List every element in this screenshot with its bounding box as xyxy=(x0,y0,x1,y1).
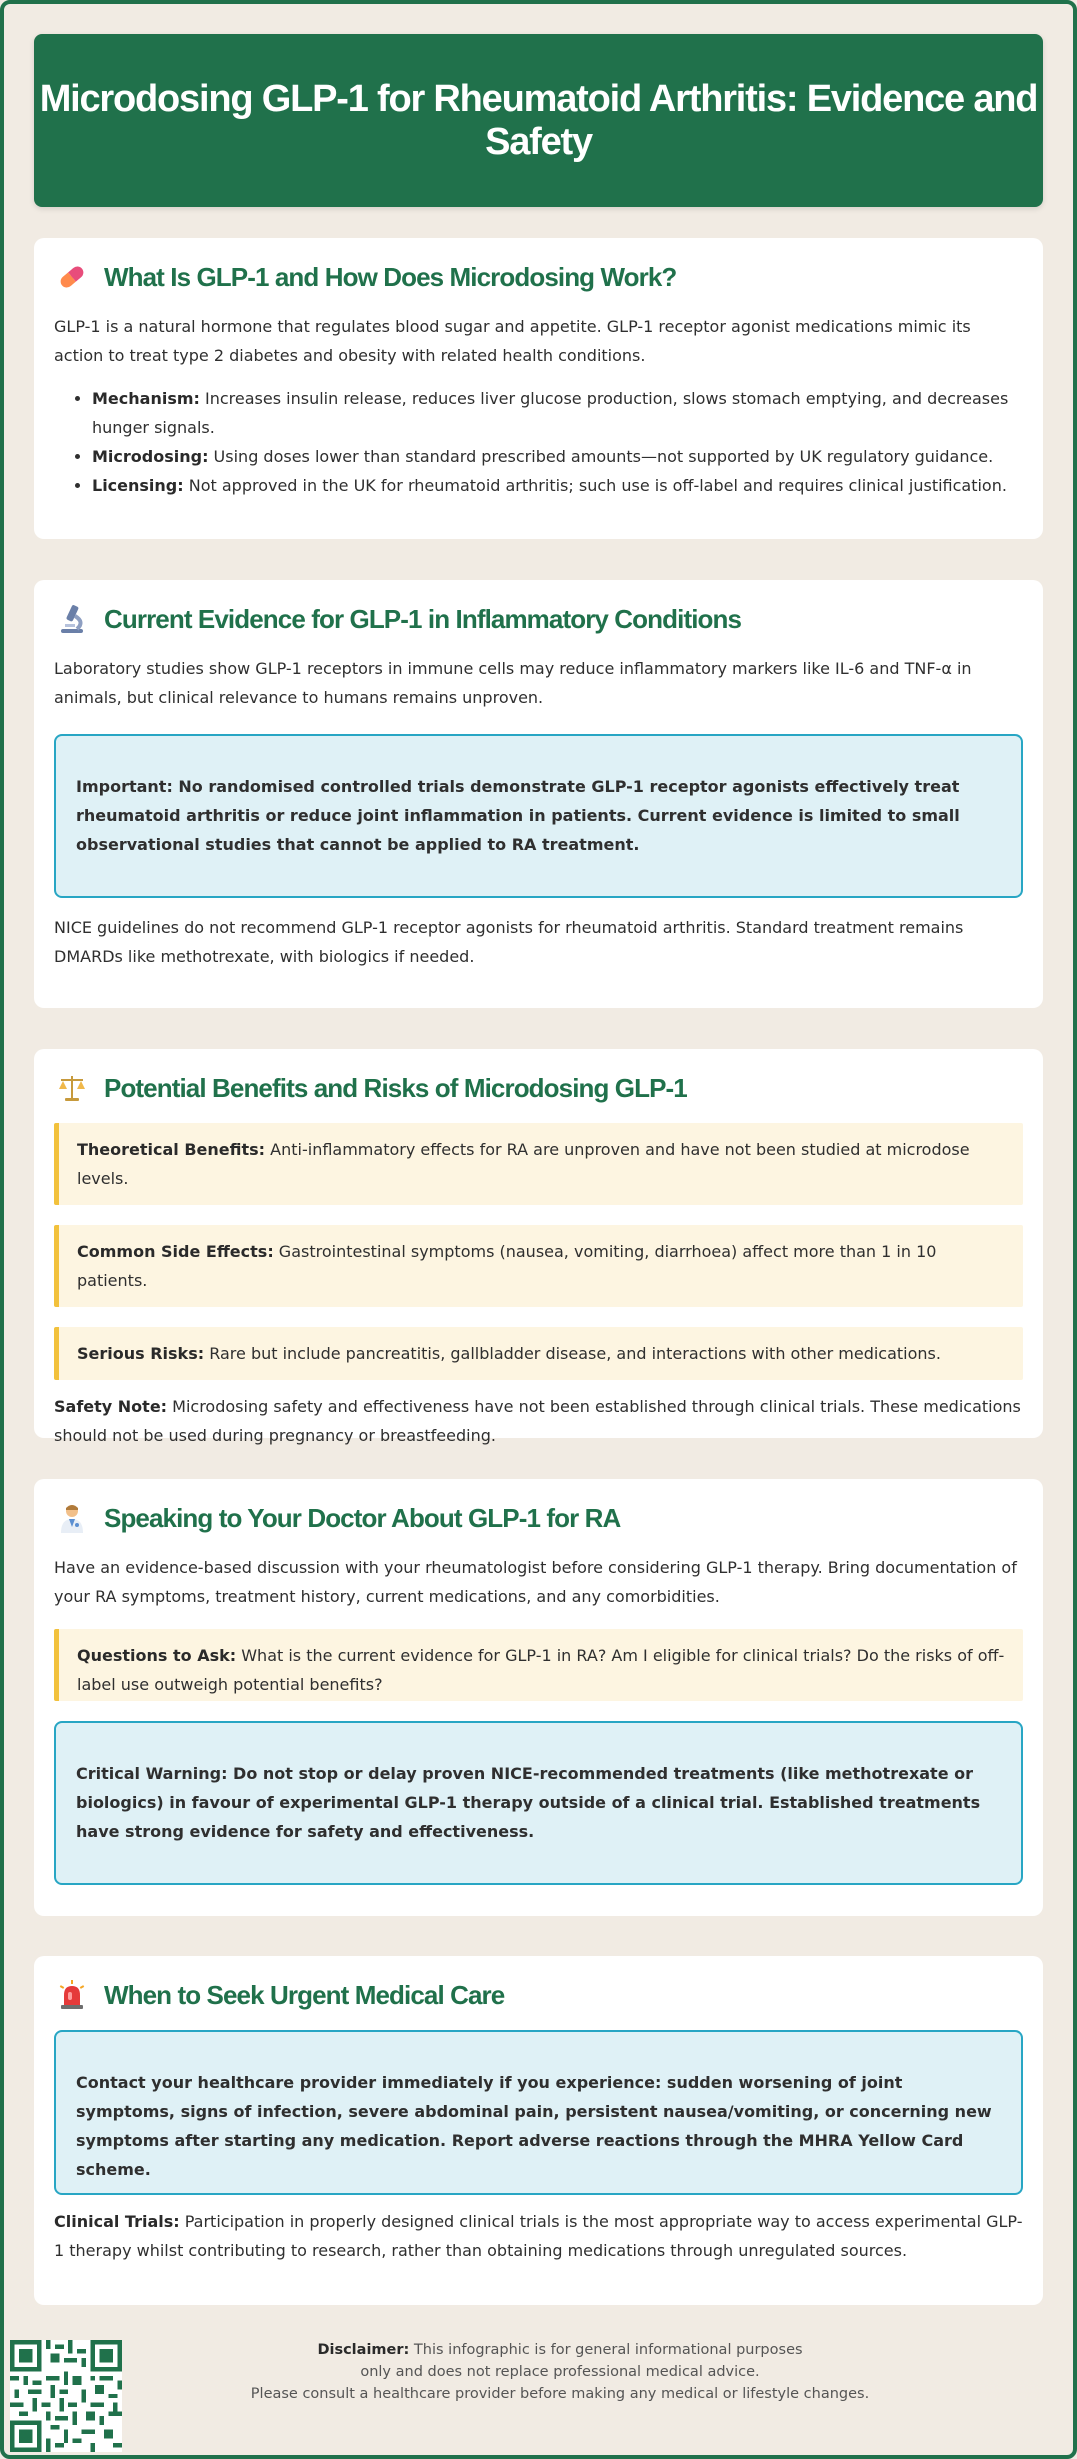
section-intro: Laboratory studies show GLP-1 receptors in immune cells may reduce inflammatory markers like IL-6 and TNF-α in animals, but clinical relevance to humans remains unproven. xyxy=(54,659,972,707)
bullet-list xyxy=(92,384,1023,500)
clinical-trials-note xyxy=(54,2207,1023,2265)
section-heading: Current Evidence for GLP-1 in Inflammatory Conditions xyxy=(104,603,742,634)
benefit-note xyxy=(54,1123,1023,1205)
note-text: Anti-inflammatory effects for RA are unproven and have not been studied at microdose levels. xyxy=(77,1140,970,1188)
note-label: Theoretical Benefits: xyxy=(77,1140,266,1159)
trials-text: Participation in properly designed clinical trials is the most appropriate way to access experimental GLP-1 therapy whilst contributing to research, rather than obtaining medications through unregulated sources. xyxy=(54,2212,1023,2260)
safety-label: Safety Note: xyxy=(54,1397,168,1416)
disclaimer-line: only and does not replace professional medical advice. xyxy=(360,2364,760,2380)
microscope-icon xyxy=(54,601,90,637)
note-text: Rare but include pancreatitis, gallbladder disease, and interactions with other medications. xyxy=(204,1344,941,1363)
urgent-alert: Contact your healthcare provider immediately if you experience: sudden worsening of joint symptoms, signs of infection, severe abdominal pain, persistent nausea/vomiting, or concerning new symptoms after starting any medication. Report adverse reactions through the MHRA Yellow Card scheme. xyxy=(54,2030,1023,2195)
page-title: Microdosing GLP-1 for Rheumatoid Arthritis: Evidence and Safety xyxy=(39,77,1038,163)
important-alert: Important: No randomised controlled trials demonstrate GLP-1 receptor agonists effectively treat rheumatoid arthritis or reduce joint inflammation in patients. Current evidence is limited to small observational studies that cannot be applied to RA treatment. xyxy=(54,734,1023,898)
section-intro: Have an evidence-based discussion with your rheumatologist before considering GLP-1 therapy. Bring documentation of your RA symptoms, treatment history, current medications, and any comorbidities. xyxy=(54,1558,1017,1606)
trials-label: Clinical Trials: xyxy=(54,2212,180,2231)
section-heading: Potential Benefits and Risks of Microdosing GLP-1 xyxy=(104,1072,687,1103)
note-text: Gastrointestinal symptoms (nausea, vomiting, diarrhoea) affect more than 1 in 10 patients. xyxy=(77,1242,937,1290)
questions-note xyxy=(54,1629,1023,1701)
side-effects-note xyxy=(54,1225,1023,1307)
section-speaking-to-doctor xyxy=(34,1479,1043,1916)
critical-warning-alert: Critical Warning: Do not stop or delay proven NICE-recommended treatments (like methotrexate or biologics) in favour of experimental GLP-1 therapy outside of a clinical trial. Established treatments have strong evidence for safety and effectiveness. xyxy=(54,1721,1023,1885)
list-item xyxy=(92,384,1023,442)
disclaimer-label: Disclaimer: xyxy=(317,2342,410,2358)
bullet-label: Licensing: xyxy=(92,476,184,495)
note-text: What is the current evidence for GLP-1 in RA? Am I eligible for clinical trials? Do the risks of off-label use outweigh potential benefits? xyxy=(77,1646,1005,1694)
pill-icon xyxy=(54,259,90,295)
section-current-evidence xyxy=(34,580,1043,1008)
section-intro: GLP-1 is a natural hormone that regulates blood sugar and appetite. GLP-1 receptor agonist medications mimic its action to treat type 2 diabetes and obesity with related health conditions. xyxy=(54,317,971,365)
title-banner xyxy=(34,34,1043,207)
note-label: Questions to Ask: xyxy=(77,1646,237,1665)
risks-note xyxy=(54,1327,1023,1380)
bullet-text: Increases insulin release, reduces liver glucose production, slows stomach emptying, and decreases hunger signals. xyxy=(92,389,1009,437)
disclaimer-text: This infographic is for general informational purposes xyxy=(409,2342,803,2358)
section-urgent-care xyxy=(34,1956,1043,2305)
bullet-text: Not approved in the UK for rheumatoid arthritis; such use is off-label and requires clinical justification. xyxy=(183,476,1007,495)
note-label: Common Side Effects: xyxy=(77,1242,274,1261)
section-benefits-risks xyxy=(34,1049,1043,1445)
disclaimer-line xyxy=(160,2339,960,2361)
bullet-label: Microdosing: xyxy=(92,447,209,466)
qr-code xyxy=(10,2340,122,2452)
disclaimer-line: Please consult a healthcare provider before making any medical or lifestyle changes. xyxy=(250,2386,870,2402)
bullet-text: Using doses lower than standard prescribed amounts—not supported by UK regulatory guidance. xyxy=(208,447,994,466)
bullet-label: Mechanism: xyxy=(92,389,200,408)
safety-note xyxy=(54,1392,1023,1450)
list-item xyxy=(92,442,1023,471)
section-outro: NICE guidelines do not recommend GLP-1 receptor agonists for rheumatoid arthritis. Standard treatment remains DMARDs like methotrexate, with biologics if needed. xyxy=(54,918,964,966)
siren-icon xyxy=(54,1977,90,2013)
list-item xyxy=(92,471,1023,500)
scales-icon xyxy=(54,1070,90,1106)
section-what-is-glp1 xyxy=(34,238,1043,539)
note-label: Serious Risks: xyxy=(77,1344,205,1363)
section-heading: What Is GLP-1 and How Does Microdosing Work? xyxy=(104,261,677,292)
safety-text: Microdosing safety and effectiveness have not been established through clinical trials. These medications should not be used during pregnancy or breastfeeding. xyxy=(54,1397,1021,1445)
section-heading: Speaking to Your Doctor About GLP-1 for RA xyxy=(104,1502,621,1533)
doctor-icon xyxy=(54,1500,90,1536)
section-heading: When to Seek Urgent Medical Care xyxy=(104,1979,505,2010)
disclaimer xyxy=(160,2339,960,2405)
